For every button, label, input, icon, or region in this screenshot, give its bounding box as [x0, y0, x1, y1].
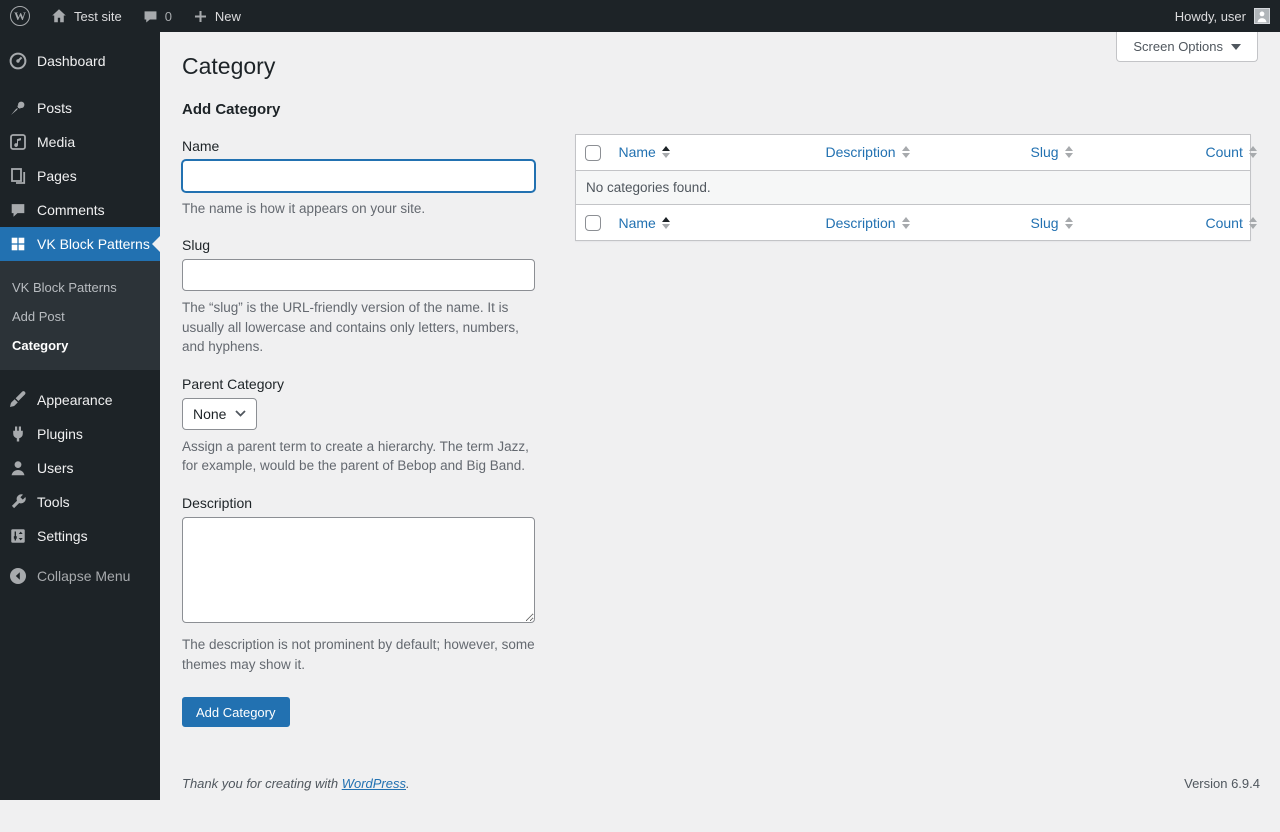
grid-icon [8, 234, 28, 254]
sort-by-count[interactable] [1206, 144, 1257, 160]
name-field-group [182, 138, 535, 219]
column-header-label: Slug [1031, 144, 1059, 160]
site-name-label: Test site [74, 9, 122, 24]
page-footer [182, 776, 1260, 791]
chevron-down-icon [1231, 44, 1241, 50]
sidebar-item-pages[interactable] [0, 159, 160, 193]
menu-label: Media [37, 134, 75, 150]
column-header-label: Description [826, 215, 896, 231]
pages-icon [8, 166, 28, 186]
dashboard-icon [8, 51, 28, 71]
form-heading: Add Category [182, 101, 535, 118]
column-header-label: Name [619, 144, 656, 160]
vk-submenu [0, 261, 160, 370]
table-header-row [576, 134, 1251, 170]
menu-label: VK Block Patterns [37, 236, 150, 252]
description-field-group [182, 495, 535, 674]
page-title: Category [182, 53, 1251, 81]
sort-arrows-icon [1249, 146, 1257, 158]
plug-icon [8, 424, 28, 444]
sidebar-item-tools[interactable] [0, 485, 160, 519]
sidebar-item-collapse-menu[interactable] [0, 559, 160, 593]
column-header-label: Count [1206, 144, 1243, 160]
user-icon [8, 458, 28, 478]
admin-bar-left [0, 0, 251, 32]
sidebar-item-settings[interactable] [0, 519, 160, 553]
chevron-down-icon [235, 410, 246, 417]
slug-label: Slug [182, 237, 535, 253]
footer-thanks [182, 776, 410, 791]
menu-label: Settings [37, 528, 88, 544]
sidebar-item-comments[interactable] [0, 193, 160, 227]
wordpress-logo-icon: W [10, 6, 30, 26]
table-row [576, 170, 1251, 204]
sidebar-item-users[interactable] [0, 451, 160, 485]
menu-label: Plugins [37, 426, 83, 442]
add-category-form [182, 101, 535, 728]
name-help: The name is how it appears on your site. [182, 199, 535, 219]
column-header-label: Count [1206, 215, 1243, 231]
sidebar-item-appearance[interactable] [0, 383, 160, 417]
media-icon [8, 132, 28, 152]
plus-icon [192, 8, 209, 25]
add-category-button[interactable]: Add Category [182, 697, 290, 727]
submenu-item-vk-block-patterns[interactable]: VK Block Patterns [0, 273, 160, 302]
menu-label: Users [37, 460, 74, 476]
categories-list [575, 101, 1251, 242]
sort-arrows-icon [902, 217, 910, 229]
sidebar-item-vk-block-patterns[interactable] [0, 227, 160, 261]
description-textarea[interactable] [182, 517, 535, 623]
slug-field-group [182, 237, 535, 357]
sort-arrows-icon [1249, 217, 1257, 229]
sidebar-item-media[interactable] [0, 125, 160, 159]
paintbrush-icon [8, 390, 28, 410]
sort-arrows-icon [902, 146, 910, 158]
comment-count: 0 [165, 9, 172, 24]
menu-label: Appearance [37, 392, 113, 408]
parent-category-help: Assign a parent term to create a hierarchy. The term Jazz, for example, would be the parent of Bebop and Big Band. [182, 437, 535, 476]
menu-label: Dashboard [37, 53, 106, 69]
select-all-checkbox[interactable] [585, 145, 601, 161]
menu-label: Collapse Menu [37, 568, 130, 584]
comments-menu[interactable] [132, 0, 182, 32]
account-menu[interactable] [1165, 0, 1280, 32]
footer-thanks-period: . [406, 776, 410, 791]
menu-label: Comments [37, 202, 105, 218]
sidebar-item-plugins[interactable] [0, 417, 160, 451]
sidebar-item-posts[interactable] [0, 91, 160, 125]
column-header-label: Name [619, 215, 656, 231]
comment-bubble-icon [142, 8, 159, 25]
name-input[interactable] [182, 160, 535, 192]
wordpress-link[interactable]: WordPress [342, 776, 406, 791]
slug-help: The “slug” is the URL-friendly version of the name. It is usually all lowercase and contains only letters, numbers, and hyphens. [182, 298, 535, 357]
menu-label: Tools [37, 494, 70, 510]
main-content [160, 32, 1280, 800]
footer-thanks-text: Thank you for creating with [182, 776, 342, 791]
menu-separator [0, 78, 160, 91]
parent-category-select[interactable] [182, 398, 257, 430]
column-header-label: Slug [1031, 215, 1059, 231]
parent-category-value: None [193, 406, 226, 422]
new-label: New [215, 9, 241, 24]
menu-label: Posts [37, 100, 72, 116]
screen-options-button[interactable] [1116, 32, 1258, 62]
categories-table [575, 134, 1251, 242]
wrench-icon [8, 492, 28, 512]
collapse-arrow-icon [8, 566, 28, 586]
select-all-checkbox[interactable] [585, 215, 601, 231]
sort-by-name[interactable] [619, 144, 670, 160]
wp-logo-menu[interactable] [0, 0, 40, 32]
footer-version: Version 6.9.4 [1184, 776, 1260, 791]
comment-bubble-icon [8, 200, 28, 220]
admin-sidebar [0, 32, 160, 800]
sort-by-description[interactable] [826, 144, 910, 160]
description-label: Description [182, 495, 535, 511]
submenu-item-category[interactable]: Category [0, 331, 160, 360]
admin-bar-right [1165, 0, 1280, 32]
sort-arrows-icon [662, 217, 670, 229]
avatar [1254, 8, 1270, 24]
pushpin-icon [8, 98, 28, 118]
sort-arrows-icon [1065, 217, 1073, 229]
column-header-label: Description [826, 144, 896, 160]
howdy-text: Howdy, user [1175, 9, 1246, 24]
parent-category-label: Parent Category [182, 376, 535, 392]
sort-by-description[interactable] [826, 215, 910, 231]
sort-arrows-icon [662, 146, 670, 158]
menu-label: Pages [37, 168, 77, 184]
name-label: Name [182, 138, 535, 154]
table-footer-row [576, 204, 1251, 240]
empty-message: No categories found. [576, 170, 1251, 204]
sort-arrows-icon [1065, 146, 1073, 158]
site-menu[interactable] [40, 0, 132, 32]
sliders-icon [8, 526, 28, 546]
home-icon [50, 7, 68, 25]
parent-category-field-group [182, 376, 535, 476]
sort-by-slug[interactable] [1031, 144, 1073, 160]
slug-input[interactable] [182, 259, 535, 291]
sidebar-item-dashboard[interactable] [0, 44, 160, 78]
menu-separator [0, 370, 160, 383]
submenu-item-add-post[interactable]: Add Post [0, 302, 160, 331]
sort-by-count[interactable] [1206, 215, 1257, 231]
description-help: The description is not prominent by default; however, some themes may show it. [182, 635, 535, 674]
new-menu[interactable] [182, 0, 251, 32]
admin-bar [0, 0, 1280, 32]
screen-options-label: Screen Options [1133, 39, 1223, 54]
sort-by-name[interactable] [619, 215, 670, 231]
sort-by-slug[interactable] [1031, 215, 1073, 231]
